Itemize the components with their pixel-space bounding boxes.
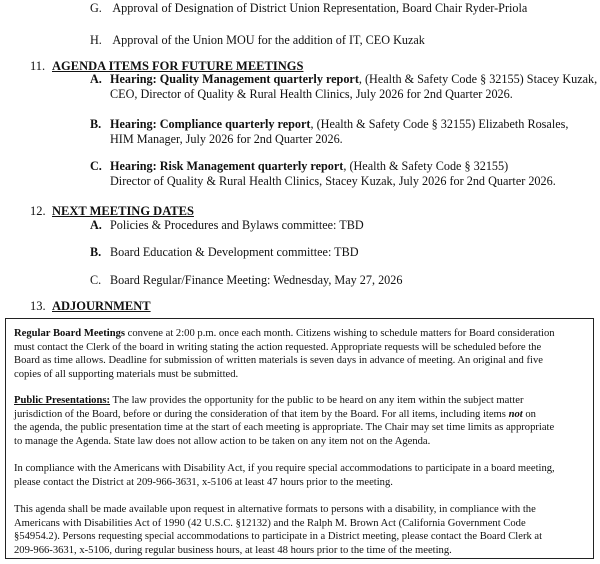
notice-emphasis: not: [508, 408, 523, 420]
item-label: C.: [90, 273, 102, 287]
future-item-a: [90, 72, 597, 87]
notice-p4-line-1: This agenda shall be made available upon request in alternative formats to persons with a disability, in compliance with the: [14, 504, 536, 515]
future-item-b: [90, 117, 568, 132]
item-bold: Hearing: Compliance quarterly report: [110, 117, 311, 131]
agenda-item-g: [90, 1, 527, 16]
notice-p4-line-4: 209-966-3631, x-5106, during regular business hours, at least 48 hours prior to the time of the meeting.: [14, 544, 452, 556]
notice-p1-line-3: Board as time allows. Deadline for submission of written materials is seven days in advance of meeting. An original and five: [14, 355, 543, 366]
section-13-heading: [30, 299, 151, 314]
meeting-item-b: [90, 245, 359, 260]
notice-text: convene at 2:00 p.m. once each month. Citizens wishing to schedule matters for Board consideration: [125, 328, 555, 339]
notice-p3-line-2: please contact the District at 209-966-3631, x-5106 at least 47 hours prior to the meeting.: [14, 476, 393, 488]
item-text: , (Health & Safety Code § 32155): [343, 159, 509, 173]
notice-p2-line-1: [14, 394, 523, 408]
future-item-c: [90, 159, 508, 174]
meeting-notice-box: [5, 318, 594, 559]
notice-lead: Public Presentations:: [14, 395, 111, 406]
section-title: NEXT MEETING DATES: [52, 204, 194, 218]
item-label: G.: [90, 1, 102, 15]
item-label: B.: [90, 245, 102, 259]
section-title: ADJOURNMENT: [52, 299, 151, 313]
item-text: Approval of the Union MOU for the addition of IT, CEO Kuzak: [112, 33, 425, 47]
item-text: Board Education & Development committee: TBD: [110, 245, 359, 259]
notice-p4-line-2: Americans with Disabilities Act of 1990 (42 U.S.C. §12132) and the Ralph M. Brown Act (California Government Code: [14, 517, 526, 529]
notice-p2-line-4: to manage the Agenda. State law does not allow action to be taken on any item not on the Agenda.: [14, 435, 431, 447]
notice-p1-line-4: copies of all supporting materials must be submitted.: [14, 368, 239, 380]
notice-text: The law provides the opportunity for the public to be heard on any item within the subject matter: [110, 395, 524, 406]
future-item-a-cont: CEO, Director of Quality & Rural Health Clinics, July 2026 for 2nd Quarter 2026.: [110, 87, 513, 101]
item-label: A.: [90, 72, 102, 86]
item-text: Approval of Designation of District Union Representation, Board Chair Ryder-Priola: [112, 1, 528, 15]
notice-p4-line-3: §54954.2). Persons requesting special accommodations to participate in a District meeting, please contact the Board Clerk at: [14, 531, 543, 542]
future-item-c-cont: Director of Quality & Rural Health Clinics, Stacey Kuzak, July 2026 for 2nd Quarter 2026.: [110, 174, 556, 188]
section-title: AGENDA ITEMS FOR FUTURE MEETINGS: [52, 59, 304, 73]
notice-p1-line-1: [14, 327, 555, 341]
meeting-item-c: [90, 273, 402, 288]
notice-text: jurisdiction of the Board, before or during the consideration of that item by the Board. For all items, including items: [14, 408, 509, 420]
notice-p1-line-2: must contact the Clerk of the board in writing stating the action requested. Appropriate requests will be scheduled before the: [14, 341, 542, 353]
item-label: H.: [90, 33, 102, 47]
item-text: Policies & Procedures and Bylaws committee: TBD: [110, 218, 364, 232]
section-number: 13.: [30, 299, 46, 313]
item-text: , (Health & Safety Code § 32155) Elizabeth Rosales,: [310, 117, 569, 131]
section-12-heading: [30, 204, 194, 219]
notice-p3-line-1: In compliance with the Americans with Disability Act, if you require special accommodations to participate in a board meeting,: [14, 463, 555, 474]
notice-text: on: [522, 408, 536, 420]
notice-p2-line-2: [14, 408, 536, 422]
item-label: B.: [90, 117, 102, 131]
item-bold: Hearing: Risk Management quarterly report: [110, 159, 344, 173]
future-item-b-cont: HIM Manager, July 2026 for 2nd Quarter 2026.: [110, 132, 343, 146]
notice-p2-line-3: the agenda, the public presentation time at the start of each meeting is appropriate. The Chair may set time limits as appropriate: [14, 422, 555, 433]
agenda-item-h: [90, 33, 425, 48]
item-label: A.: [90, 218, 102, 232]
item-text: , (Health & Safety Code § 32155) Stacey Kuzak,: [358, 72, 598, 86]
section-number: 12.: [30, 204, 46, 218]
item-text: Board Regular/Finance Meeting: Wednesday, May 27, 2026: [110, 273, 403, 287]
notice-lead: Regular Board Meetings: [14, 328, 126, 339]
item-bold: Hearing: Quality Management quarterly report: [110, 72, 359, 86]
item-label: C.: [90, 159, 102, 173]
meeting-item-a: [90, 218, 364, 233]
section-number: 11.: [30, 59, 46, 73]
